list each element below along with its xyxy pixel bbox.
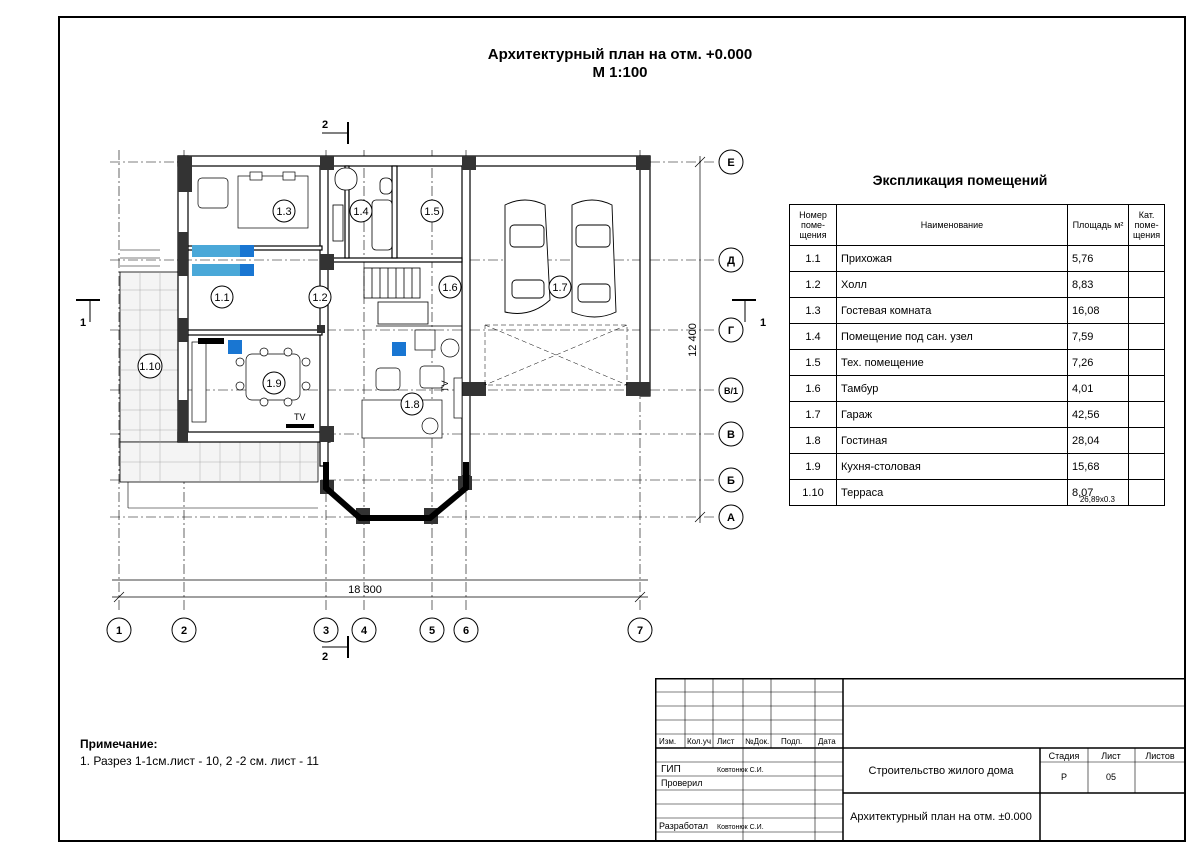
dim-total-vertical: 12 400 (687, 323, 699, 357)
row-category (1129, 324, 1165, 350)
row-number: 1.4 (790, 324, 837, 350)
row-category (1129, 272, 1165, 298)
table-row (790, 272, 1165, 298)
tv-unit (286, 424, 314, 428)
room-number: 1.4 (353, 206, 369, 218)
axis-markers-numbers (107, 618, 652, 642)
row-name: Холл (837, 272, 1068, 298)
room-number: 1.2 (312, 292, 328, 304)
explication-title: Экспликация помещений (872, 172, 1048, 188)
row-name: Гостевая комната (837, 298, 1068, 324)
table-row (790, 480, 1165, 506)
room-tag (421, 200, 443, 222)
col-header: Дата (818, 737, 836, 746)
axis-label: Б (727, 475, 735, 487)
axis-label: Г (727, 325, 735, 337)
axis-label: Д (727, 255, 735, 267)
row-area: 42,56 (1068, 402, 1129, 428)
col-header: Кол.уч (687, 737, 711, 746)
stage-label: Стадия (1048, 751, 1080, 761)
garage-door-swing (485, 325, 627, 385)
sheet-label: Лист (1101, 751, 1121, 761)
room-number: 1.1 (214, 292, 230, 304)
room-tag (211, 286, 233, 308)
stage-value: Р (1060, 772, 1068, 782)
axis-label: 2 (180, 625, 188, 637)
row-area: 15,68 (1068, 454, 1129, 480)
axis-label: В/1 (723, 386, 739, 396)
row-area: 28,04 (1068, 428, 1129, 454)
room-tag (439, 276, 461, 298)
row-area: 5,76 (1068, 246, 1129, 272)
garage-cars (505, 200, 616, 317)
col-header: Изм. (659, 737, 677, 746)
room-number: 1.10 (139, 361, 161, 373)
room-tag (273, 200, 295, 222)
room-number: 1.6 (442, 282, 458, 294)
gip-label: ГИП (661, 764, 681, 775)
gip-name: Ковтонюк С.И. (717, 767, 764, 774)
explication-table (789, 204, 1165, 506)
row-category (1129, 402, 1165, 428)
row-area: 16,08 (1068, 298, 1129, 324)
row-number: 1.6 (790, 376, 837, 402)
room-number: 1.5 (424, 206, 440, 218)
drawing-title-line1: Архитектурный план на отм. +0.000 (487, 46, 753, 63)
developer-name: Ковтонюк С.И. (717, 824, 764, 831)
axis-label: В (727, 429, 735, 441)
axis-label: 1 (115, 625, 123, 637)
row-name: Тамбур (837, 376, 1068, 402)
axis-label: 4 (360, 625, 368, 637)
row-area: 4,01 (1068, 376, 1129, 402)
table-row (790, 298, 1165, 324)
row-category (1129, 480, 1165, 506)
sheet-value: 05 (1105, 772, 1117, 782)
axis-label: Е (727, 157, 735, 169)
row-name: Гараж (837, 402, 1068, 428)
drawing-scale: М 1:100 (592, 64, 648, 81)
row-area: 8,07 (1068, 480, 1129, 506)
row-category (1129, 246, 1165, 272)
developed-label: Разработал (659, 821, 708, 831)
table-row (790, 428, 1165, 454)
row-category (1129, 428, 1165, 454)
table-row (790, 402, 1165, 428)
room-tag (309, 286, 331, 308)
section-label: 1 (760, 317, 767, 329)
row-name: Кухня-столовая (837, 454, 1068, 480)
row-name: Тех. помещение (837, 350, 1068, 376)
section-label: 2 (322, 651, 329, 663)
axis-label: 3 (322, 625, 330, 637)
col-header: Лист (717, 737, 735, 746)
row-number: 1.7 (790, 402, 837, 428)
axis-label: А (727, 512, 735, 524)
room-tag (138, 354, 162, 378)
row-area: 7,26 (1068, 350, 1129, 376)
header-name: Наименование (837, 205, 1068, 246)
axis-markers-letters (719, 150, 743, 529)
section-label: 2 (322, 119, 329, 131)
dim-total-horizontal: 18 300 (348, 584, 382, 596)
room-number: 1.9 (266, 378, 282, 390)
terrace-note: 26,89x0.3 (1079, 495, 1115, 504)
row-name-text: Терраса (841, 486, 884, 499)
row-name: Прихожая (837, 246, 1068, 272)
room-tag (350, 200, 372, 222)
axis-label: 5 (428, 625, 436, 637)
tv-label: TV (440, 380, 450, 392)
note-text: 1. Разрез 1-1см.лист - 10, 2 -2 см. лист - 11 (80, 754, 319, 768)
bay-window-wall (326, 462, 466, 518)
checked-label: Проверил (661, 778, 703, 788)
title-block (655, 678, 1186, 842)
row-category (1129, 298, 1165, 324)
note (80, 737, 319, 768)
row-area: 7,59 (1068, 324, 1129, 350)
sheets-label: Листов (1145, 751, 1175, 761)
room-tag (549, 276, 571, 298)
sheet-title: Архитектурный план на отм. ±0.000 (850, 811, 1032, 823)
row-number: 1.5 (790, 350, 837, 376)
room-tag (263, 372, 285, 394)
room-number: 1.7 (552, 282, 568, 294)
row-area: 8,83 (1068, 272, 1129, 298)
col-header: №Док. (745, 737, 770, 746)
row-name: Гостиная (837, 428, 1068, 454)
tv-label: TV (294, 412, 306, 422)
axis-label: 7 (636, 625, 644, 637)
room-tag (401, 393, 423, 415)
header-category: Кат. поме- щения (1129, 205, 1165, 246)
note-heading: Примечание: (80, 737, 158, 751)
row-name: Помещение под сан. узел (837, 324, 1068, 350)
room-number: 1.3 (276, 206, 292, 218)
row-number: 1.2 (790, 272, 837, 298)
explication-header-row (790, 205, 1165, 246)
table-row (790, 324, 1165, 350)
row-category (1129, 376, 1165, 402)
table-row (790, 350, 1165, 376)
axis-label: 6 (462, 625, 470, 637)
header-number: Номер поме- щения (790, 205, 837, 246)
table-row (790, 376, 1165, 402)
row-number: 1.10 (790, 480, 837, 506)
room-number: 1.8 (404, 399, 420, 411)
kitchen-counter (198, 338, 224, 344)
title-block-col-headers (659, 737, 836, 746)
project-name: Строительство жилого дома (868, 765, 1014, 777)
section-label: 1 (80, 317, 87, 329)
row-number: 1.1 (790, 246, 837, 272)
row-number: 1.3 (790, 298, 837, 324)
row-category (1129, 454, 1165, 480)
row-number: 1.8 (790, 428, 837, 454)
row-category (1129, 350, 1165, 376)
col-header: Подп. (781, 737, 803, 746)
header-area: Площадь м² (1068, 205, 1129, 246)
table-row (790, 246, 1165, 272)
table-row (790, 454, 1165, 480)
row-number: 1.9 (790, 454, 837, 480)
